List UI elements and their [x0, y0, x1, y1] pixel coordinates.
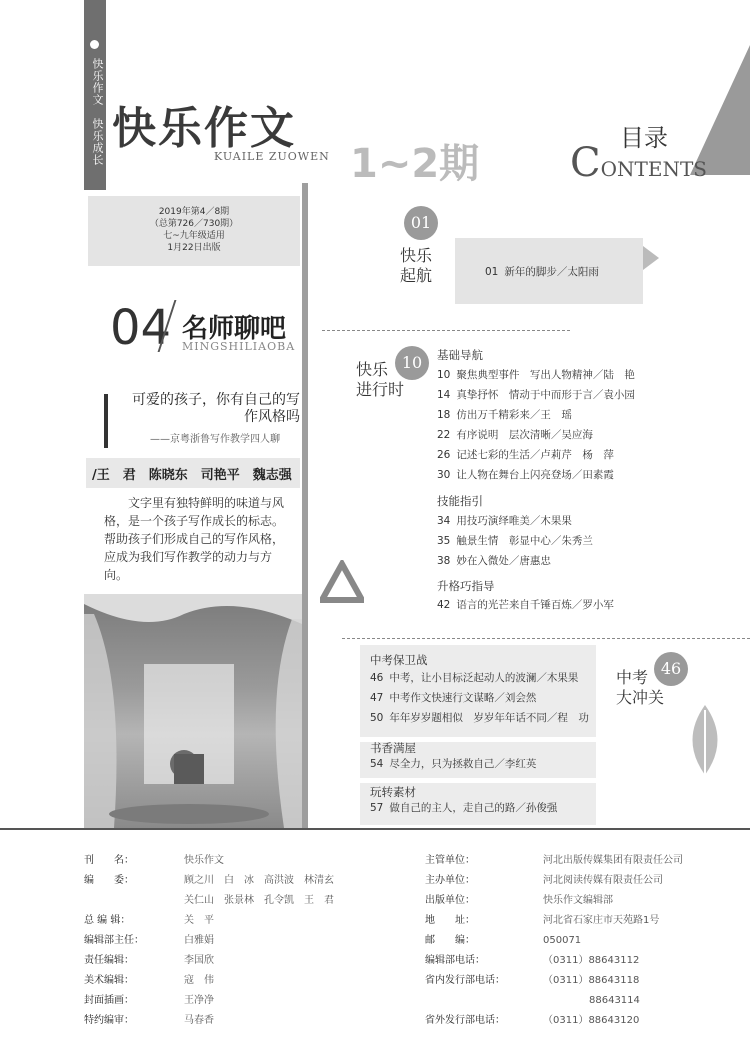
- credit-value: （0311）88643120: [543, 1015, 640, 1026]
- toc-item[interactable]: [437, 445, 635, 465]
- group-title: 书香满屋: [370, 741, 416, 755]
- credit-value: 河北省石家庄市天苑路1号: [543, 915, 660, 926]
- section-label-10: [356, 360, 404, 400]
- dash-divider: [322, 330, 570, 331]
- toc-page: 18: [437, 409, 451, 421]
- credit-value: 王净净: [184, 995, 214, 1006]
- group-title: 升格巧指导: [437, 579, 495, 593]
- credit-label: 出版单位：: [425, 895, 475, 906]
- toc-text: 新年的脚步／太阳雨: [504, 266, 599, 278]
- toc-text: 尽全力，只为拯救自己／李红英: [389, 758, 537, 770]
- toc-text: 聚焦典型事件 写出人物精神／陆 艳: [456, 369, 635, 381]
- issue-line-1: 2019年第4／8期: [158, 207, 230, 217]
- credit-row: [84, 988, 334, 1008]
- feature-number: 04: [110, 300, 172, 356]
- toc-item[interactable]: [370, 708, 589, 728]
- credit-value: 快乐作文编辑部: [543, 895, 613, 906]
- credit-label: 省内发行部电话：: [425, 975, 505, 986]
- credit-label: 总 编 辑：: [84, 915, 131, 926]
- credit-label: 美术编辑：: [84, 975, 134, 986]
- toc-page: 46: [370, 672, 384, 684]
- credit-row: [84, 848, 334, 868]
- credit-row: [425, 948, 683, 968]
- column-divider: [302, 183, 308, 828]
- section-46-line1: 中考: [616, 668, 649, 687]
- leaf-icon: [680, 700, 730, 784]
- credit-value: 关仁山 张景林 孔令凯 王 君: [184, 895, 334, 906]
- feature-title[interactable]: 名师聊吧: [182, 314, 287, 344]
- credit-value: （0311）88643112: [543, 955, 640, 966]
- section-10-line2: 进行时: [356, 380, 405, 399]
- logo-pinyin: KUAILE ZUOWEN: [214, 150, 330, 163]
- toc-page: 42: [437, 599, 451, 611]
- toc-item[interactable]: [437, 511, 593, 531]
- cover-illustration: [84, 594, 302, 828]
- credit-value: （0311）88643118: [543, 975, 640, 986]
- toc-item[interactable]: [437, 425, 635, 445]
- credit-label: 编 委：: [84, 875, 134, 886]
- vertical-slogan: 快乐作文 快乐成长: [91, 58, 104, 166]
- toc-item[interactable]: [437, 531, 593, 551]
- toc-page: 50: [370, 712, 384, 724]
- credit-label: 邮 编：: [425, 935, 475, 946]
- issue-line-2: （总第726／730期）: [149, 219, 239, 229]
- section-badge-10: 10: [395, 346, 429, 380]
- toc-page: 38: [437, 555, 451, 567]
- illustration-svg: [84, 594, 302, 828]
- toc-text: 中考，让小目标泛起动人的波澜／木果果: [389, 672, 579, 684]
- credit-value: 马春香: [184, 1015, 214, 1026]
- section-label-46: [616, 668, 664, 708]
- group-items: [437, 365, 635, 485]
- toc-page: 14: [437, 389, 451, 401]
- toc-text: 妙在入微处／唐惠忠: [456, 555, 551, 567]
- credit-row: [425, 868, 683, 888]
- toc-item[interactable]: [370, 668, 589, 688]
- group-title: 玩转素材: [370, 785, 416, 799]
- toc-text: 触景生情 彰显中心／朱秀兰: [456, 535, 593, 547]
- credit-label: 主办单位：: [425, 875, 475, 886]
- credit-row: [84, 1008, 334, 1028]
- toc-text: 让人物在舞台上闪亮登场／田素霞: [456, 469, 614, 481]
- box-separator: [360, 778, 596, 783]
- group-items: [437, 595, 614, 615]
- credit-value: 河北阅读传媒有限责任公司: [543, 875, 663, 886]
- credit-value: 白雅娟: [184, 935, 214, 946]
- section-46-line2: 大冲关: [616, 688, 665, 707]
- dash-divider: [342, 638, 750, 639]
- section-label-01: [400, 246, 432, 286]
- toc-item[interactable]: [437, 465, 635, 485]
- credit-value: 快乐作文: [184, 855, 224, 866]
- credit-value: 河北出版传媒集团有限责任公司: [543, 855, 683, 866]
- feature-pinyin: MINGSHILIAOBA: [182, 340, 296, 353]
- credit-row: [84, 928, 334, 948]
- section-badge-46: 46: [654, 652, 688, 686]
- toc-item[interactable]: [370, 688, 589, 708]
- credit-label: 刊 名：: [84, 855, 134, 866]
- issue-info-box: [88, 196, 300, 266]
- triangle-logo-icon: [320, 560, 364, 608]
- credit-row: [425, 968, 683, 988]
- credit-row: [425, 1008, 683, 1028]
- issue-range: 1~2期: [350, 141, 480, 187]
- toc-page: 30: [437, 469, 451, 481]
- credit-row: [84, 888, 334, 908]
- credit-row: [425, 928, 683, 948]
- arrow-triangle: [643, 246, 659, 270]
- section-01-line1: 快乐: [400, 246, 433, 265]
- toc-text: 年年岁岁题相似 岁岁年年话不同／程 功: [389, 712, 589, 724]
- issue-line-3: 七~九年级适用: [163, 231, 225, 241]
- credit-row: [84, 908, 334, 928]
- section-badge-01: 01: [404, 206, 438, 240]
- toc-page: 26: [437, 449, 451, 461]
- credit-value: 顾之川 白 冰 高洪波 林清玄: [184, 875, 334, 886]
- feature-quote: 可爱的孩子，你有自己的写作风格吗: [132, 392, 300, 425]
- credit-value: 050071: [543, 935, 582, 946]
- credit-label: 地 址：: [425, 915, 475, 926]
- credits-right: [425, 848, 683, 1028]
- credit-row: [84, 948, 334, 968]
- credit-row: [425, 888, 683, 908]
- credit-value: 李国欣: [184, 955, 214, 966]
- credit-value: 88643114: [589, 995, 640, 1006]
- credit-value: 关 平: [184, 915, 214, 926]
- group-title: 基础导航: [437, 348, 483, 362]
- credit-row: [425, 848, 683, 868]
- credit-value: 寇 伟: [184, 975, 214, 986]
- magazine-logo: 快乐作文: [112, 103, 296, 154]
- toc-item[interactable]: [437, 595, 614, 615]
- toc-text: 语言的光芒来自千锤百炼／罗小军: [456, 599, 614, 611]
- group-items: [370, 798, 557, 818]
- credit-row: [425, 988, 683, 1008]
- credit-label: 主管单位：: [425, 855, 475, 866]
- toc-page: 35: [437, 535, 451, 547]
- toc-page: 57: [370, 802, 384, 814]
- toc-text: 真挚抒怀 情动于中而形于言／袁小园: [456, 389, 635, 401]
- toc-text: 记述七彩的生活／卢莉芹 杨 萍: [456, 449, 614, 461]
- toc-title: 目录: [620, 124, 668, 152]
- toc-item[interactable]: [370, 754, 536, 774]
- credit-label: 责任编辑：: [84, 955, 134, 966]
- toc-english-title: [570, 140, 707, 186]
- toc-page: 01: [485, 266, 499, 278]
- credit-row: [84, 968, 334, 988]
- group-items: [370, 754, 536, 774]
- toc-en-initial: C: [570, 140, 601, 186]
- toc-item[interactable]: [437, 365, 635, 385]
- section-10-line1: 快乐: [356, 360, 389, 379]
- credit-label: 编辑部电话：: [425, 955, 485, 966]
- credit-label: 编辑部主任：: [84, 935, 144, 946]
- group-title: 技能指引: [437, 494, 483, 508]
- credit-label: 封面插画：: [84, 995, 134, 1006]
- toc-page: 10: [437, 369, 451, 381]
- footer-divider: [0, 828, 750, 830]
- credit-label: 省外发行部电话：: [425, 1015, 505, 1026]
- feature-intro: 文字里有独特鲜明的味道与风格，是一个孩子写作成长的标志。帮助孩子们形成自己的写作风格，应成为我们写作教学的动力与方向。: [104, 496, 285, 582]
- feature-quote-by: ——京粤浙鲁写作教学四人聊: [150, 434, 280, 445]
- toc-en-rest: ONTENTS: [600, 157, 707, 181]
- credit-row: [425, 908, 683, 928]
- toc-page: 34: [437, 515, 451, 527]
- toc-text: 仿出万千精彩来／王 瑶: [456, 409, 572, 421]
- issue-line-4: 1月22日出版: [167, 243, 221, 253]
- toc-page: 22: [437, 429, 451, 441]
- section-01-line2: 起航: [400, 266, 433, 285]
- toc-item[interactable]: [437, 385, 635, 405]
- toc-text: 用技巧演绎唯美／木果果: [456, 515, 572, 527]
- feature-authors: /王 君 陈晓东 司艳平 魏志强: [92, 468, 292, 483]
- quote-bar: [104, 394, 108, 448]
- credit-label: 特约编审：: [84, 1015, 134, 1026]
- group-items: [437, 511, 593, 571]
- band-dot: [90, 40, 99, 49]
- group-items: [370, 668, 589, 728]
- toc-text: 做自己的主人，走自己的路／孙俊强: [389, 802, 558, 814]
- toc-item[interactable]: [370, 798, 557, 818]
- toc-page: 47: [370, 692, 384, 704]
- credit-row: [84, 868, 334, 888]
- group-title: 中考保卫战: [370, 653, 428, 667]
- toc-text: 中考作文快速行文谋略／刘会然: [389, 692, 537, 704]
- toc-text: 有序说明 层次清晰／吴应海: [456, 429, 593, 441]
- toc-item[interactable]: [485, 262, 599, 282]
- toc-item[interactable]: [437, 551, 593, 571]
- toc-item[interactable]: [437, 405, 635, 425]
- credits-left: [84, 848, 334, 1028]
- toc-page: 54: [370, 758, 384, 770]
